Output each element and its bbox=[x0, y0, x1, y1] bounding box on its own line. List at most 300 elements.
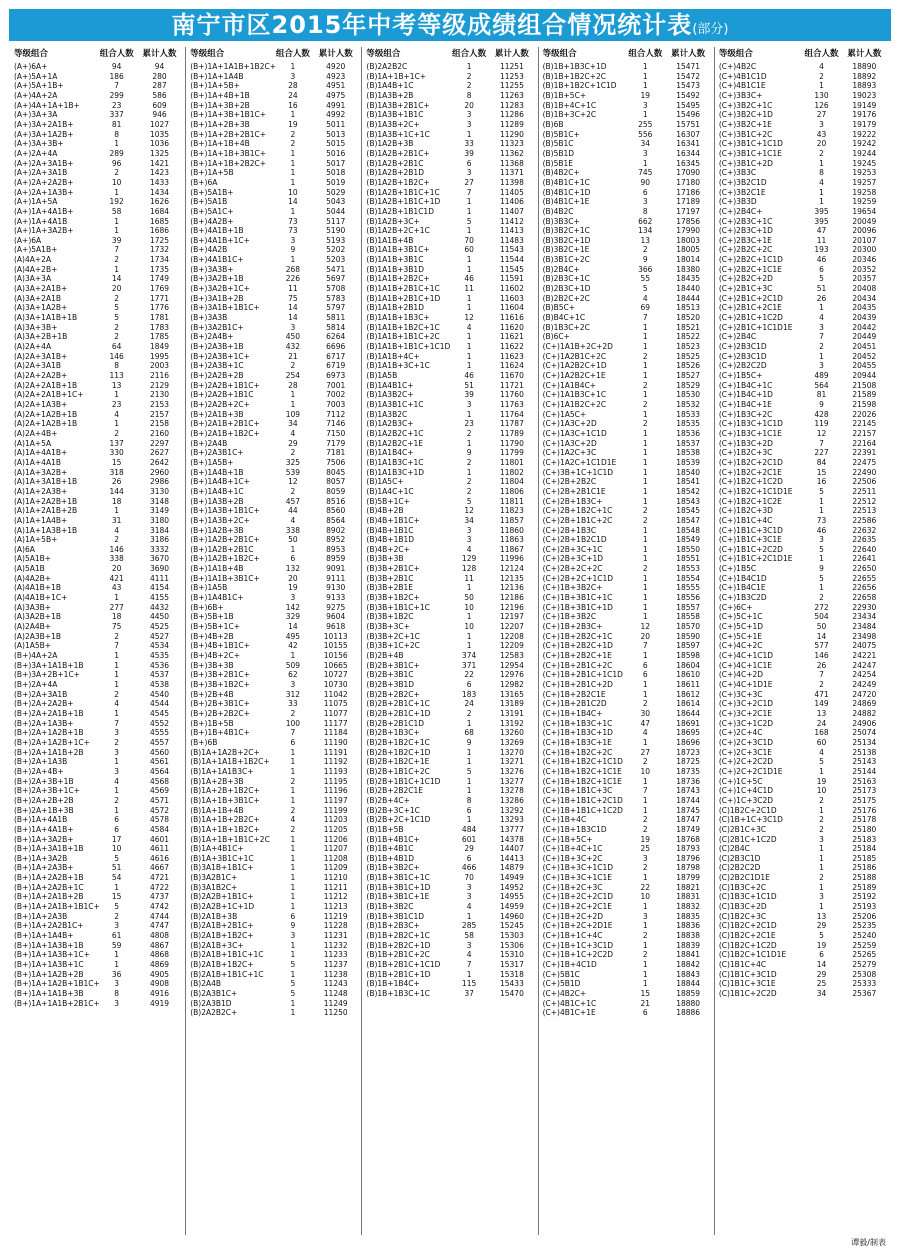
cell-count: 115 bbox=[461, 979, 477, 989]
cell-combination: (B+)4A1B+1B bbox=[190, 226, 244, 236]
cell-count: 34 bbox=[464, 515, 474, 525]
cell-cumulative: 18532 bbox=[676, 399, 701, 409]
header-count: 组合人数 bbox=[452, 49, 487, 59]
cell-combination: (B+)1A4B+1B bbox=[190, 467, 244, 477]
cell-count: 3 bbox=[290, 680, 296, 689]
cell-cumulative: 18539 bbox=[676, 457, 701, 467]
cell-count: 50 bbox=[288, 535, 298, 545]
cell-cumulative: 11764 bbox=[499, 409, 524, 419]
cell-combination: (B)3B+2C+1C bbox=[366, 631, 420, 641]
cell-cumulative: 11867 bbox=[499, 544, 524, 554]
cell-cumulative: 3332 bbox=[149, 544, 170, 554]
cell-combination: (C+)3C+1C2D bbox=[718, 718, 774, 728]
cell-combination: (C+)2B3C1D bbox=[718, 351, 767, 361]
cell-combination: (B+)1A3B+2B bbox=[190, 496, 244, 506]
table-row bbox=[186, 941, 361, 951]
cell-count: 146 bbox=[814, 651, 829, 661]
cell-count: 1 bbox=[466, 303, 472, 313]
cell-count: 22 bbox=[464, 670, 474, 680]
table-row bbox=[362, 844, 537, 854]
cell-cumulative: 10113 bbox=[323, 631, 348, 641]
table-row bbox=[362, 62, 537, 72]
cell-combination: (A+)3A+1A2B+ bbox=[14, 129, 74, 139]
cell-combination: (C)1B3C+2C bbox=[718, 882, 767, 892]
cell-count: 1 bbox=[290, 834, 296, 844]
table-row bbox=[362, 439, 537, 449]
table-row bbox=[539, 361, 714, 371]
cell-combination: (C+)2C+3C1D bbox=[718, 737, 774, 747]
cell-count: 2 bbox=[290, 139, 296, 149]
table-row bbox=[715, 603, 890, 613]
cell-count: 2 bbox=[290, 776, 296, 786]
cell-count: 81 bbox=[816, 390, 827, 400]
cell-combination: (C+)2B+1B2C+1C bbox=[542, 506, 613, 516]
cell-count: 6 bbox=[819, 264, 824, 274]
title-subtitle: (部分) bbox=[692, 22, 729, 37]
table-row bbox=[362, 593, 537, 603]
cell-combination: (C+)2B4C bbox=[718, 332, 757, 342]
cell-count: 50 bbox=[816, 622, 827, 632]
table-row bbox=[10, 419, 185, 429]
cell-combination: (C+)3B3D bbox=[718, 197, 757, 207]
cell-cumulative: 17990 bbox=[676, 226, 701, 236]
table-row bbox=[715, 516, 890, 526]
cell-count: 10 bbox=[111, 177, 122, 187]
cell-count: 27 bbox=[640, 747, 651, 757]
table-row bbox=[715, 130, 890, 140]
table-row bbox=[10, 574, 185, 584]
cell-count: 6 bbox=[290, 911, 296, 921]
cell-cumulative: 11806 bbox=[499, 486, 524, 496]
cell-combination: (C+)1B+1C+3C1D bbox=[542, 940, 614, 950]
cell-count: 39 bbox=[111, 235, 122, 245]
cell-cumulative: 22391 bbox=[852, 448, 877, 458]
cell-combination: (A)5A1B bbox=[14, 564, 45, 574]
cell-count: 16 bbox=[288, 100, 298, 110]
cell-combination: (B+)1A+5B+ bbox=[190, 81, 240, 91]
cell-combination: (C+)1B+1B2C+1C1E bbox=[542, 766, 622, 776]
cell-combination: (B+)3B+1B2C+ bbox=[190, 680, 250, 689]
cell-combination: (B)3B+2B1C bbox=[366, 573, 414, 583]
table-row bbox=[10, 371, 185, 381]
cell-cumulative: 13270 bbox=[499, 747, 524, 757]
table-row bbox=[539, 352, 714, 362]
cell-combination: (B+)1A+3B+1B1C+ bbox=[190, 110, 267, 120]
cell-cumulative: 17090 bbox=[676, 168, 701, 178]
cell-count: 11 bbox=[464, 284, 474, 294]
cell-combination: (B)1B+3B1C1D bbox=[366, 911, 425, 921]
table-row bbox=[10, 390, 185, 400]
cell-cumulative: 2297 bbox=[149, 438, 170, 448]
cell-combination: (C+)1A2B1C+2C bbox=[542, 351, 607, 361]
cell-combination: (C+)1B+3C+2C bbox=[542, 853, 603, 863]
table-row bbox=[362, 323, 537, 333]
cell-combination: (A+)4A+2A bbox=[14, 90, 58, 100]
cell-cumulative: 18842 bbox=[676, 960, 701, 970]
table-row bbox=[539, 641, 714, 651]
cell-combination: (A+)5A+1B+ bbox=[14, 81, 64, 91]
cell-combination: (A+)5A1B+ bbox=[14, 245, 58, 255]
cell-count: 3 bbox=[466, 119, 472, 129]
cell-count: 7 bbox=[114, 641, 120, 651]
cell-combination: (B)1A1B+3B1C+ bbox=[366, 245, 430, 255]
cell-count: 6 bbox=[466, 158, 472, 168]
cell-combination: (B)3B+1B1C+1C bbox=[366, 602, 430, 612]
cell-cumulative: 18550 bbox=[676, 544, 701, 554]
cell-combination: (A)3A+2B+1B bbox=[14, 332, 68, 342]
cell-count: 299 bbox=[109, 90, 124, 100]
cell-count: 395 bbox=[814, 216, 829, 226]
cell-combination: (C+)1B+3C+1C1E bbox=[542, 873, 612, 883]
cell-combination: (C+)1B+1B1C+2C1D bbox=[542, 795, 623, 805]
cell-count: 7 bbox=[642, 786, 648, 796]
table-row bbox=[539, 303, 714, 313]
cell-cumulative: 18380 bbox=[676, 264, 701, 274]
cell-combination: (C)1B+1C+3C1D bbox=[718, 815, 783, 825]
table-row bbox=[10, 217, 185, 227]
table-row bbox=[715, 583, 890, 593]
cell-cumulative: 8059 bbox=[326, 486, 346, 496]
cell-count: 1 bbox=[642, 795, 648, 805]
cell-combination: (B)3B2C+1E bbox=[542, 245, 590, 255]
table-row bbox=[715, 931, 890, 941]
cell-combination: (C+)2B2C+2C bbox=[718, 245, 773, 255]
cell-combination: (C+)2B2C+1C1D bbox=[718, 255, 783, 265]
cell-count: 5 bbox=[290, 960, 296, 970]
cell-combination: (B+)6B+ bbox=[190, 602, 224, 612]
cell-cumulative: 11863 bbox=[499, 535, 524, 545]
cell-count: 47 bbox=[640, 718, 651, 728]
cell-count: 3 bbox=[114, 998, 120, 1008]
cell-cumulative: 18535 bbox=[676, 419, 701, 429]
cell-count: 4 bbox=[290, 815, 296, 825]
table-row bbox=[10, 979, 185, 989]
cell-combination: (B)1B+1B4C+ bbox=[366, 979, 420, 989]
cell-combination: (C+)2B1C+3C bbox=[718, 284, 773, 294]
cell-count: 1 bbox=[114, 593, 120, 603]
table-row bbox=[186, 245, 361, 255]
cell-cumulative: 11195 bbox=[323, 776, 348, 786]
table-row bbox=[539, 796, 714, 806]
cell-cumulative: 11248 bbox=[323, 989, 348, 998]
cell-combination: (B+)1A4B+1C+ bbox=[190, 477, 250, 487]
cell-cumulative: 25134 bbox=[852, 737, 877, 747]
table-row bbox=[186, 149, 361, 159]
cell-count: 255 bbox=[638, 119, 653, 129]
cell-count: 24 bbox=[288, 90, 298, 100]
cell-cumulative: 7002 bbox=[326, 390, 346, 400]
cell-count: 1 bbox=[290, 206, 296, 216]
cell-combination: (B)1A3B+2B bbox=[366, 90, 414, 100]
cell-count: 22 bbox=[640, 882, 651, 892]
table-row bbox=[539, 815, 714, 825]
cell-count: 14 bbox=[288, 197, 298, 207]
cell-combination: (B)1A2B+2B1C+ bbox=[366, 148, 430, 158]
cell-combination: (A+)4A+1A+1B+ bbox=[14, 100, 80, 110]
cell-count: 64 bbox=[111, 342, 122, 352]
table-row bbox=[539, 950, 714, 960]
table-row bbox=[186, 641, 361, 651]
cell-combination: (B)2B+2B2C+ bbox=[366, 689, 420, 699]
cell-count: 1 bbox=[290, 651, 296, 661]
column-header bbox=[715, 47, 890, 62]
cell-count: 3 bbox=[114, 979, 120, 989]
cell-cumulative: 3690 bbox=[149, 564, 170, 574]
cell-count: 1 bbox=[819, 844, 824, 854]
header-combination: 等级组合 bbox=[190, 49, 225, 59]
cell-count: 2 bbox=[642, 245, 648, 255]
cell-combination: (C+)2B+1B3C+ bbox=[542, 496, 603, 506]
cell-cumulative: 25183 bbox=[852, 834, 877, 844]
cell-combination: (B)4B1C+1C bbox=[542, 177, 590, 187]
table-row bbox=[10, 931, 185, 941]
table-row bbox=[186, 101, 361, 111]
table-row bbox=[186, 892, 361, 902]
cell-cumulative: 13192 bbox=[499, 718, 524, 728]
cell-cumulative: 287 bbox=[152, 81, 167, 91]
table-row bbox=[539, 81, 714, 91]
table-column-1 bbox=[10, 47, 186, 1235]
table-row bbox=[10, 81, 185, 91]
table-row bbox=[10, 873, 185, 883]
cell-cumulative: 25143 bbox=[852, 757, 877, 767]
cell-cumulative: 11042 bbox=[323, 689, 348, 699]
cell-cumulative: 18557 bbox=[676, 602, 701, 612]
cell-count: 3 bbox=[466, 882, 472, 892]
cell-cumulative: 18558 bbox=[676, 612, 701, 622]
cell-cumulative: 14949 bbox=[499, 873, 524, 883]
table-row bbox=[10, 999, 185, 1009]
table-row bbox=[539, 622, 714, 632]
cell-count: 1 bbox=[466, 612, 472, 622]
cell-cumulative: 13777 bbox=[499, 824, 524, 834]
cell-count: 1 bbox=[466, 409, 472, 419]
cell-count: 1 bbox=[466, 197, 472, 207]
cell-count: 37 bbox=[464, 989, 474, 998]
cell-combination: (A)3A+2A1B bbox=[14, 293, 61, 303]
cell-combination: (C+)1A1B+2C+2D bbox=[542, 342, 613, 352]
cell-combination: (A)2A+2A2B+ bbox=[14, 371, 68, 380]
cell-combination: (A)2A3B+1B bbox=[14, 631, 62, 641]
cell-cumulative: 11621 bbox=[499, 332, 524, 342]
cell-combination: (A)4A1B+1B bbox=[14, 583, 62, 593]
cell-count: 15 bbox=[111, 457, 122, 467]
cell-count: 450 bbox=[285, 332, 301, 342]
cell-combination: (B)2A1B+3C+ bbox=[190, 940, 244, 950]
cell-combination: (B+)4A+2A bbox=[14, 651, 58, 661]
table-row bbox=[715, 728, 890, 738]
cell-count: 7 bbox=[819, 332, 824, 342]
table-row bbox=[539, 728, 714, 738]
cell-count: 1 bbox=[466, 641, 472, 651]
table-row bbox=[539, 178, 714, 188]
table-row bbox=[362, 400, 537, 410]
table-row bbox=[539, 226, 714, 236]
cell-count: 1 bbox=[466, 332, 472, 342]
cell-combination: (B+)2A3B+1B bbox=[190, 342, 244, 352]
table-row bbox=[362, 950, 537, 960]
cell-combination: (C+)1C+5C bbox=[718, 776, 763, 786]
cell-count: 3 bbox=[466, 892, 472, 902]
cell-cumulative: 7001 bbox=[326, 380, 346, 390]
cell-combination: (C+)1A1B4C+ bbox=[542, 380, 597, 390]
cell-count: 193 bbox=[814, 245, 829, 255]
table-row bbox=[10, 854, 185, 864]
cell-combination: (B)2B+3B1C bbox=[366, 670, 414, 680]
table-row bbox=[362, 632, 537, 642]
cell-count: 2 bbox=[642, 399, 648, 409]
cell-count: 1 bbox=[642, 573, 648, 583]
cell-count: 1 bbox=[642, 902, 648, 912]
cell-combination: (A)1A5B+ bbox=[14, 641, 52, 651]
cell-combination: (C+)1A2C+1C1D1E bbox=[542, 457, 617, 467]
table-row bbox=[715, 458, 890, 468]
cell-count: 2 bbox=[819, 795, 824, 805]
table-row bbox=[539, 332, 714, 342]
cell-count: 3 bbox=[819, 322, 824, 332]
header-count: 组合人数 bbox=[275, 49, 310, 59]
table-row bbox=[10, 728, 185, 738]
cell-combination: (B+)2A3B1C+ bbox=[190, 448, 244, 458]
cell-cumulative: 18880 bbox=[676, 998, 701, 1008]
cell-count: 1 bbox=[114, 506, 120, 516]
cell-combination: (B)2B+2C+1C1D bbox=[366, 815, 431, 825]
cell-cumulative: 20451 bbox=[852, 342, 877, 352]
cell-cumulative: 18521 bbox=[676, 322, 701, 332]
cell-count: 2 bbox=[290, 805, 296, 815]
cell-combination: (B)1B+3B1C+1C bbox=[366, 873, 430, 883]
cell-count: 54 bbox=[111, 873, 122, 883]
cell-combination: (B)1A1B+3B1C bbox=[366, 255, 424, 265]
table-row bbox=[362, 661, 537, 671]
table-row bbox=[539, 844, 714, 854]
cell-count: 1 bbox=[466, 351, 472, 361]
cell-cumulative: 22658 bbox=[852, 593, 877, 603]
cell-count: 2 bbox=[642, 564, 648, 574]
cell-cumulative: 13260 bbox=[499, 728, 524, 738]
cell-combination: (B)1A+4B1C+ bbox=[190, 844, 244, 854]
cell-combination: (B+)1A2B+1B2C+ bbox=[190, 554, 260, 564]
table-row bbox=[362, 892, 537, 902]
cell-count: 34 bbox=[288, 419, 298, 429]
table-row bbox=[186, 342, 361, 352]
cell-combination: (C+)1A2B2C+1D bbox=[542, 361, 607, 371]
cell-combination: (A)1A+1A3B+1B bbox=[14, 525, 78, 535]
table-row bbox=[186, 226, 361, 236]
cell-combination: (C+)2C+3C1E bbox=[718, 747, 772, 757]
cell-count: 1 bbox=[642, 486, 648, 496]
table-row bbox=[715, 699, 890, 709]
cell-cumulative: 25265 bbox=[852, 950, 877, 960]
table-row bbox=[715, 497, 890, 507]
cell-cumulative: 22656 bbox=[852, 583, 877, 593]
table-row bbox=[539, 719, 714, 729]
table-row bbox=[715, 622, 890, 632]
cell-cumulative: 11802 bbox=[499, 467, 524, 477]
cell-cumulative: 11238 bbox=[323, 969, 348, 979]
cell-cumulative: 20352 bbox=[852, 264, 877, 274]
cell-count: 1 bbox=[642, 535, 648, 545]
cell-cumulative: 11483 bbox=[499, 235, 524, 245]
table-row bbox=[10, 883, 185, 893]
cell-count: 1 bbox=[819, 554, 824, 564]
table-row bbox=[539, 1008, 714, 1018]
table-row bbox=[186, 497, 361, 507]
table-row bbox=[362, 197, 537, 207]
cell-combination: (A+)3A+3B+ bbox=[14, 139, 64, 149]
cell-count: 3 bbox=[642, 148, 648, 158]
cell-count: 58 bbox=[464, 931, 474, 941]
cell-cumulative: 18551 bbox=[676, 554, 701, 564]
table-row bbox=[539, 670, 714, 680]
cell-combination: (B)1A1B3C+1C bbox=[366, 457, 424, 467]
table-row bbox=[186, 265, 361, 275]
cell-cumulative: 10727 bbox=[323, 670, 348, 680]
table-row bbox=[362, 767, 537, 777]
cell-combination: (B+)3B+2B1C+ bbox=[190, 670, 250, 680]
cell-cumulative: 11544 bbox=[499, 255, 524, 265]
table-row bbox=[539, 806, 714, 816]
table-row bbox=[715, 390, 890, 400]
table-row bbox=[10, 497, 185, 507]
cell-combination: (B)1B+4B1C bbox=[366, 844, 414, 854]
table-row bbox=[10, 564, 185, 574]
cell-combination: (C+)1A1B3C+1C bbox=[542, 390, 607, 400]
cell-cumulative: 18893 bbox=[852, 81, 877, 91]
cell-cumulative: 16341 bbox=[676, 139, 701, 149]
cell-count: 51 bbox=[464, 380, 474, 390]
cell-count: 3 bbox=[114, 728, 120, 738]
table-row bbox=[715, 902, 890, 912]
cell-cumulative: 4869 bbox=[149, 960, 170, 970]
cell-combination: (B+)2A2B+1B1C+ bbox=[190, 380, 260, 390]
table-row bbox=[362, 217, 537, 227]
cell-combination: (B)1B+5C+ bbox=[542, 90, 587, 100]
table-row bbox=[10, 941, 185, 951]
cell-combination: (C)1B3C+2D bbox=[718, 902, 767, 912]
cell-combination: (B)2B+2B1C+1C bbox=[366, 699, 430, 709]
cell-count: 2 bbox=[114, 795, 120, 805]
cell-count: 1 bbox=[819, 902, 824, 912]
cell-combination: (B+)2A1B+2B1C+ bbox=[190, 419, 260, 429]
cell-cumulative: 13278 bbox=[499, 786, 524, 796]
cell-combination: (B)1A+1A1B3C+ bbox=[190, 766, 254, 776]
table-row bbox=[539, 999, 714, 1009]
cell-count: 7 bbox=[819, 670, 824, 680]
cell-count: 9 bbox=[290, 921, 296, 931]
cell-combination: (B+)4B+1B1C+ bbox=[190, 641, 250, 651]
table-row bbox=[715, 207, 890, 217]
cell-count: 50 bbox=[464, 593, 474, 603]
cell-cumulative: 5811 bbox=[326, 313, 346, 323]
table-row bbox=[539, 632, 714, 642]
table-row bbox=[362, 149, 537, 159]
cell-cumulative: 11405 bbox=[499, 187, 524, 197]
cell-combination: (B)1B+3C+2C bbox=[542, 110, 597, 120]
table-row bbox=[539, 197, 714, 207]
cell-cumulative: 18892 bbox=[852, 71, 877, 81]
cell-combination: (C+)1B+4C+1C bbox=[542, 844, 603, 854]
table-row bbox=[539, 612, 714, 622]
cell-combination: (C+)2B+2C+1C1D bbox=[542, 573, 614, 583]
table-row bbox=[10, 313, 185, 323]
cell-count: 1 bbox=[290, 390, 296, 400]
cell-count: 1 bbox=[819, 766, 824, 776]
cell-cumulative: 18545 bbox=[676, 506, 701, 516]
table-row bbox=[715, 342, 890, 352]
cell-count: 3 bbox=[642, 197, 648, 207]
cell-cumulative: 22511 bbox=[852, 486, 877, 496]
